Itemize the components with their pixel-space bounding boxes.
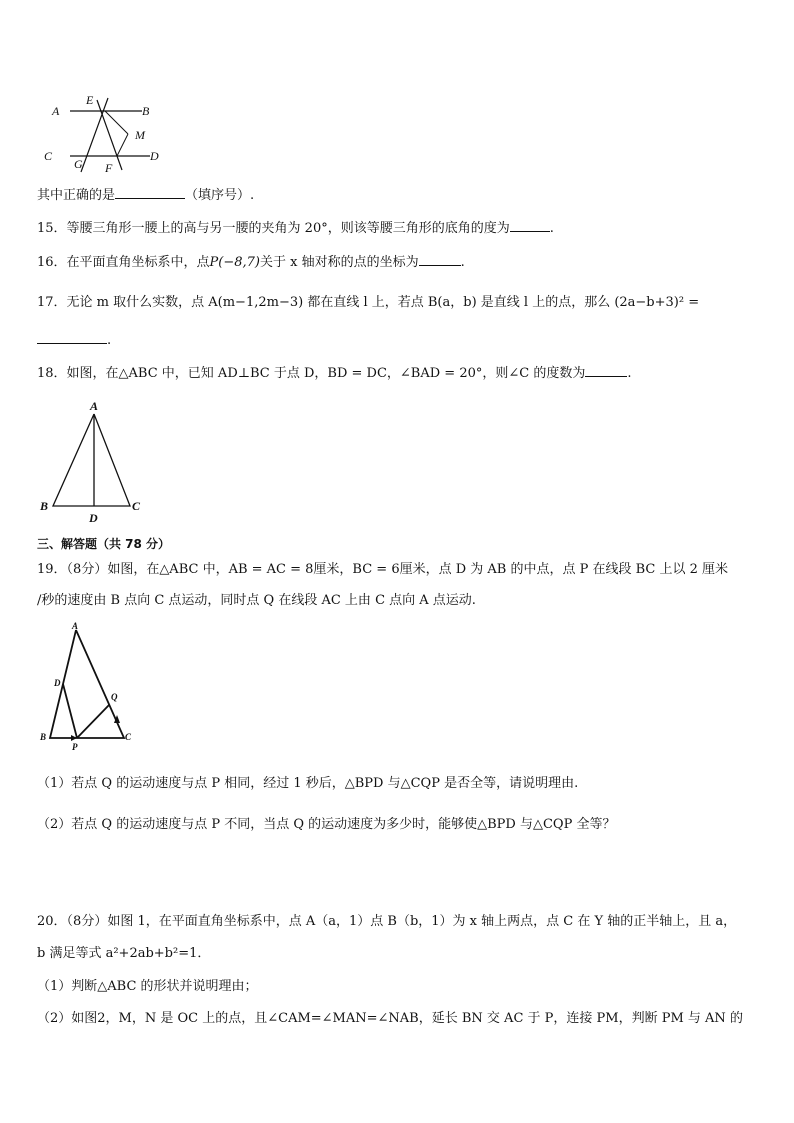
q16-mid: 关于 x 轴对称的点的坐标为 (260, 255, 419, 270)
answer-blank (419, 253, 461, 266)
question-16 (37, 253, 465, 272)
q18-text: 18．如图，在△ABC 中，已知 AD⊥BC 于点 D，BD = DC，∠BAD = 20°，则∠C 的度数为 (37, 366, 586, 381)
figure-q19-triangle (37, 620, 147, 752)
label-B: B (40, 732, 47, 742)
label-B: B (142, 104, 150, 118)
q17-suffix: . (107, 333, 112, 348)
q17-line1: 17．无论 m 取什么实数，点 A(m−1,2m−3) 都在直线 l 上，若点 B(a，b) 是直线 l 上的点，那么 (2a−b+3)² = (37, 295, 700, 310)
answer-blank (585, 364, 627, 377)
answer-blank (115, 186, 185, 199)
answer-blank (37, 331, 107, 344)
q18-suffix: . (627, 366, 632, 381)
question-18 (37, 364, 631, 383)
question-17-answer (37, 331, 111, 350)
q16-point: P(−8,7) (209, 255, 261, 270)
label-E: E (86, 93, 94, 107)
label-F: F (105, 161, 113, 175)
question-19-sub1: （1）若点 Q 的运动速度与点 P 相同，经过 1 秒后，△BPD 与△CQP 是否全等，请说明理由. (37, 776, 579, 791)
figure-q14-parallel-lines (40, 90, 170, 175)
label-A: A (52, 104, 60, 118)
question-20-sub2: （2）如图2，M，N 是 OC 上的点，且∠CAM=∠MAN=∠NAB，延长 BN 交 AC 于 P，连接 PM，判断 PM 与 AN 的 (37, 1011, 743, 1026)
label-C: C (44, 149, 53, 163)
figure-q18-triangle (37, 398, 152, 526)
label-P: P (72, 742, 78, 752)
section-3-title: 三、解答题（共 78 分） (37, 537, 171, 551)
question-19-sub2: （2）若点 Q 的运动速度与点 P 不同，当点 Q 的运动速度为多少时，能够使△BPD 与△CQP 全等？ (37, 817, 616, 832)
label-A: A (90, 399, 99, 413)
question-20-line2: b 满足等式 a²+2ab+b²=1． (37, 946, 211, 961)
q16-suffix: . (460, 255, 465, 270)
label-G: G (74, 157, 83, 171)
question-17 (37, 294, 699, 312)
q15-suffix: . (549, 221, 554, 236)
label-D: D (150, 149, 159, 163)
label-C: C (125, 732, 132, 742)
label-D: D (54, 678, 61, 688)
label-D: D (89, 511, 98, 525)
q14-text: 其中正确的是 (37, 188, 116, 203)
label-A: A (72, 621, 79, 631)
answer-blank (510, 219, 550, 232)
question-19-line1: 19．（8分）如图，在△ABC 中，AB = AC = 8厘米，BC = 6厘米，点 D 为 AB 的中点，点 P 在线段 BC 上以 2 厘米 (37, 562, 729, 577)
question-20-line1: 20．（8分）如图 1，在平面直角坐标系中，点 A（a，1）点 B（b，1）为 x 轴上两点，点 C 在 Y 轴的正半轴上，且 a， (37, 914, 737, 929)
q14-answer-line (37, 186, 254, 205)
q16-prefix: 16．在平面直角坐标系中，点 (37, 255, 210, 270)
label-B: B (40, 499, 49, 513)
question-20-sub1: （1）判断△ABC 的形状并说明理由； (37, 979, 258, 994)
q14-suffix: （填序号）. (185, 188, 255, 203)
label-Q: Q (111, 692, 118, 702)
question-15 (37, 219, 554, 238)
question-19-line2: /秒的速度由 B 点向 C 点运动，同时点 Q 在线段 AC 上由 C 点向 A 点运动. (37, 593, 476, 608)
label-C: C (132, 499, 141, 513)
q15-text: 15．等腰三角形一腰上的高与另一腰的夹角为 20°，则该等腰三角形的底角的度为 (37, 221, 510, 236)
label-M: M (135, 128, 145, 142)
